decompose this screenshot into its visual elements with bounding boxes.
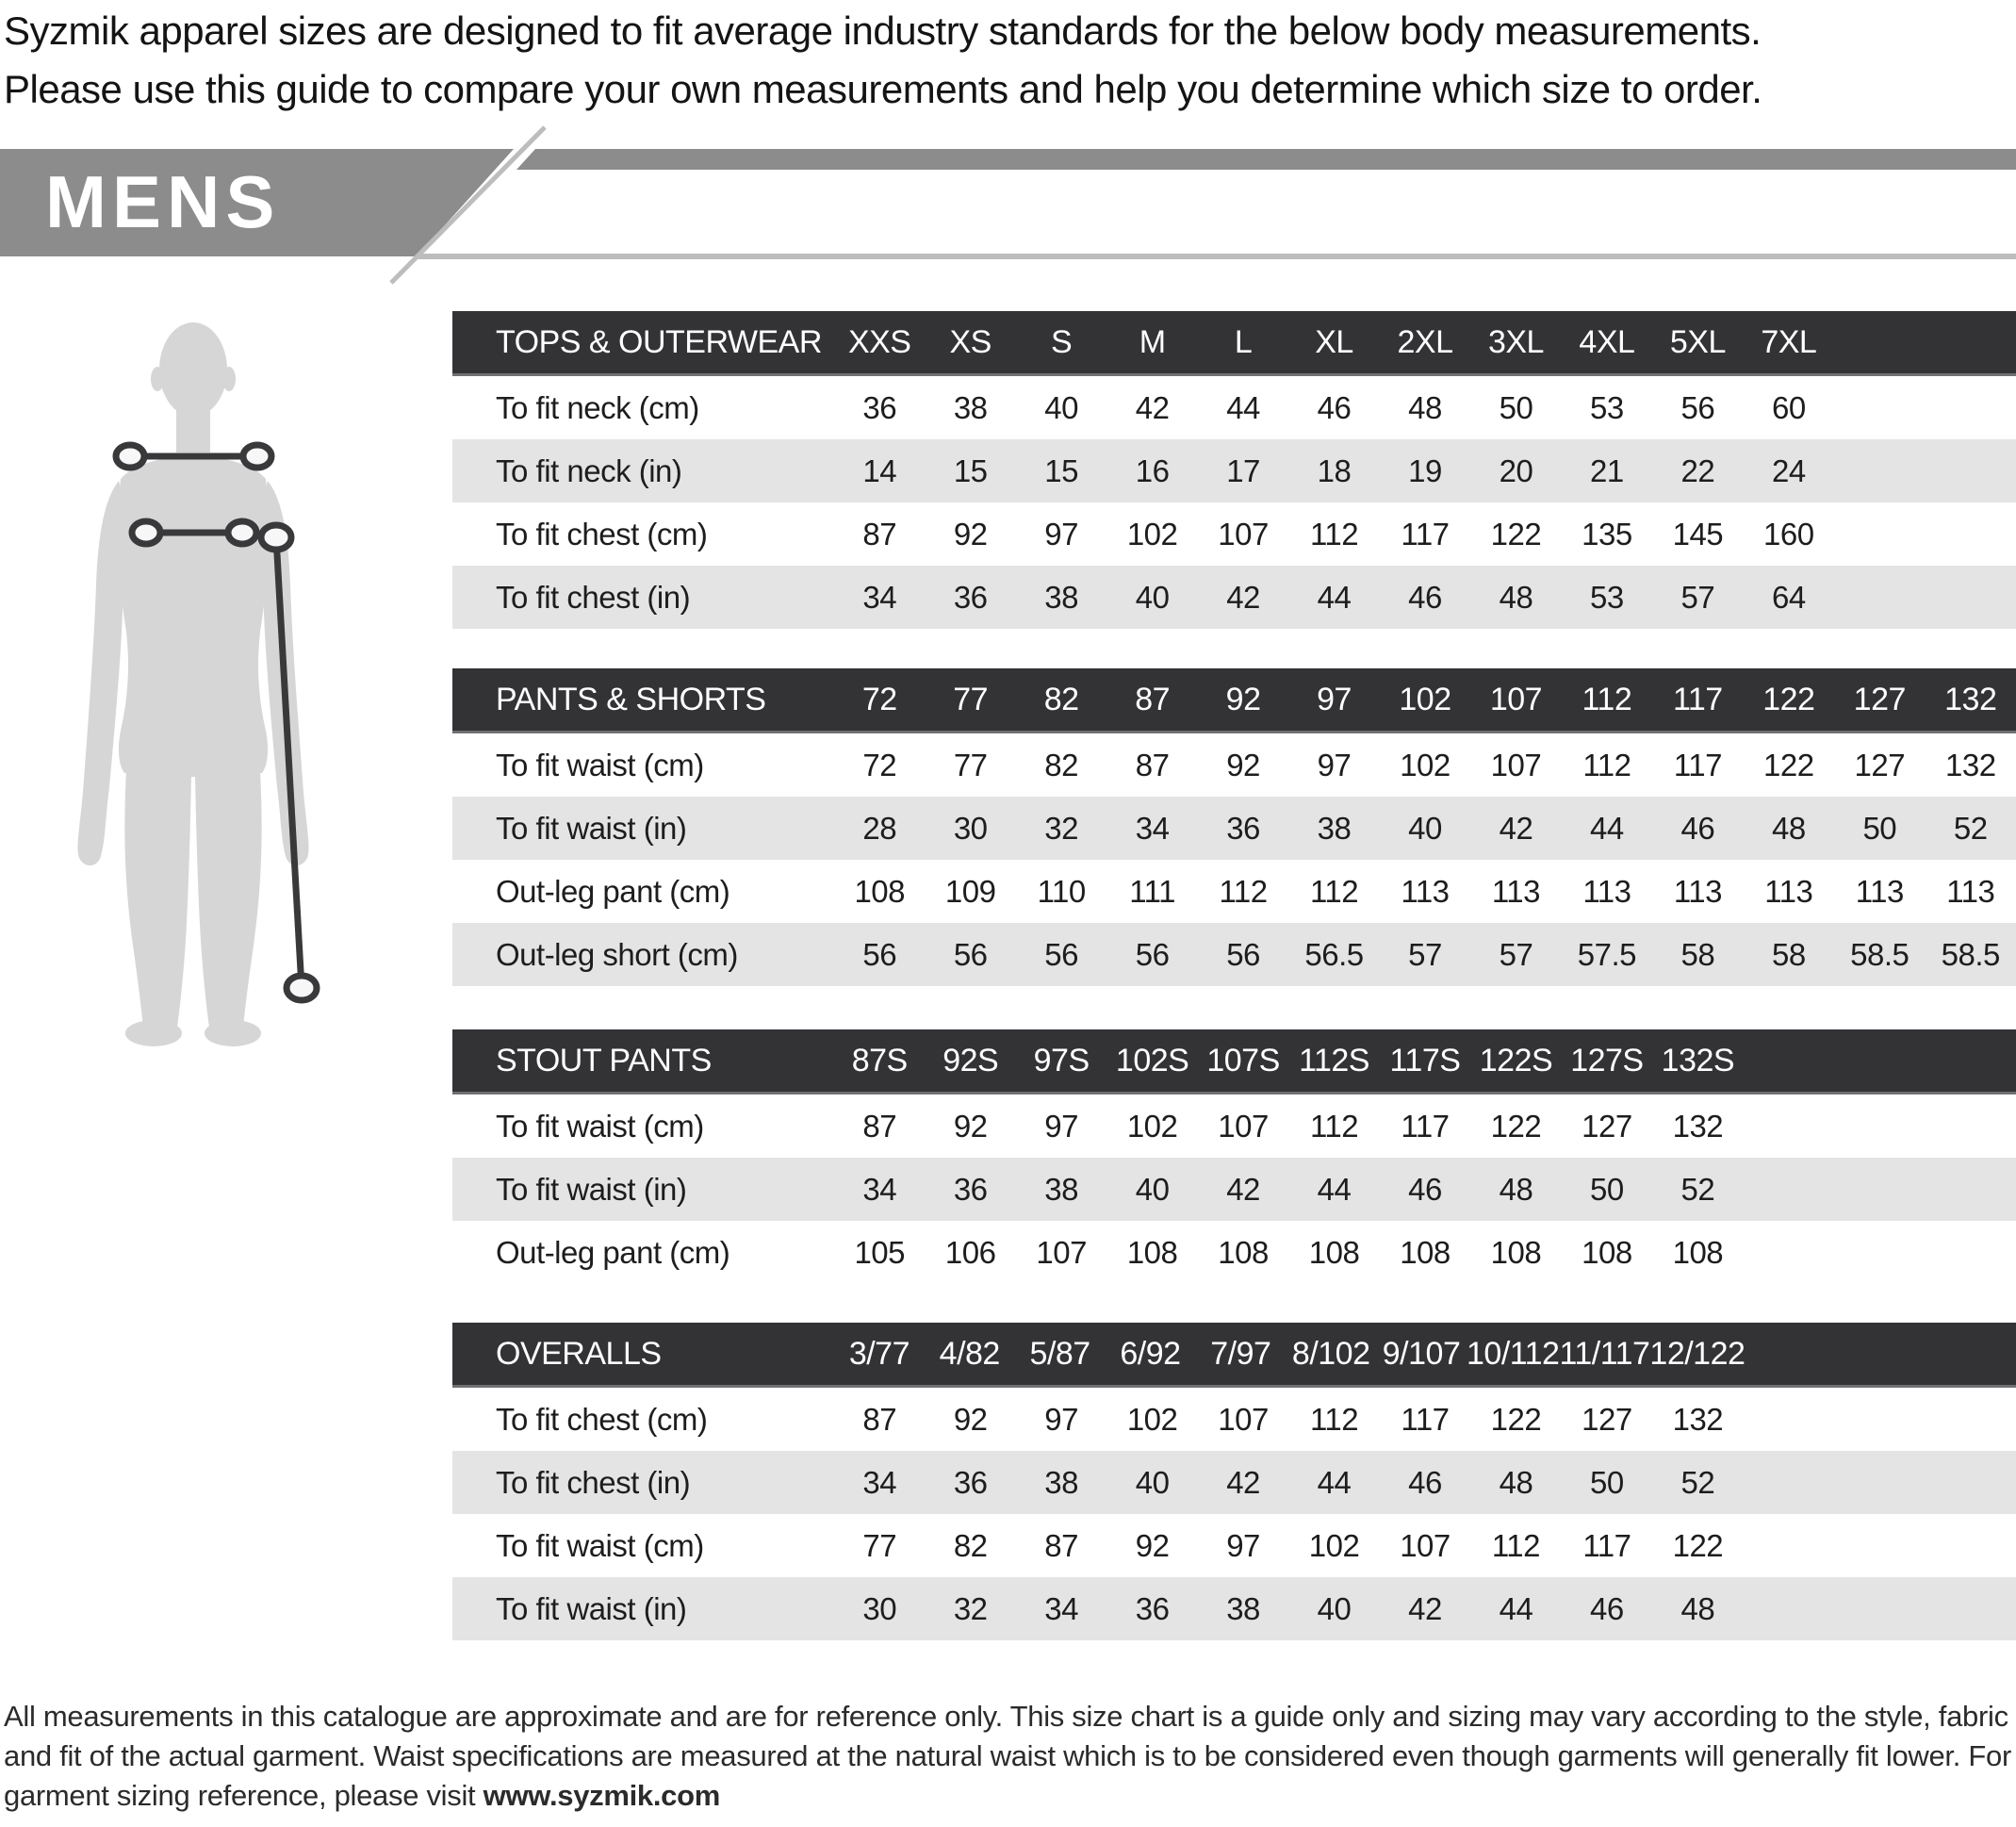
measurement-value: 127 <box>1854 747 1906 782</box>
size-column-header: 112S <box>1299 1042 1369 1078</box>
measurement-value: 92 <box>953 1401 988 1437</box>
measurement-value: 112 <box>1309 1108 1359 1144</box>
measurement-value: 113 <box>1401 873 1450 909</box>
measurement-value: 111 <box>1129 873 1175 909</box>
size-column-header: XXS <box>847 323 911 360</box>
measurement-value: 57.5 <box>1577 936 1637 972</box>
size-column-header: 10/112 <box>1467 1335 1560 1372</box>
size-table-overalls <box>452 1323 2016 1640</box>
silhouette-shapes <box>78 322 309 1046</box>
measurement-row <box>452 733 2016 797</box>
row-label: Out-leg pant (cm) <box>496 1234 730 1270</box>
measurement-value: 132 <box>1672 1108 1724 1144</box>
measurement-value: 58 <box>1771 936 1806 972</box>
measurement-value: 38 <box>1317 810 1352 846</box>
table-header-row <box>452 1029 2016 1095</box>
measurement-value: 34 <box>1044 1590 1078 1626</box>
size-column-header: XS <box>949 323 992 360</box>
measurement-value: 56.5 <box>1304 936 1364 972</box>
measurement-value: 117 <box>1401 516 1450 551</box>
measurement-value: 122 <box>1490 516 1542 551</box>
measurement-value: 122 <box>1490 1401 1542 1437</box>
size-table-tops-outerwear <box>452 311 2016 629</box>
size-column-header: 4/82 <box>939 1335 1000 1372</box>
size-column-header: M <box>1139 323 1166 360</box>
measurement-value: 36 <box>953 1464 988 1500</box>
measurement-value: 108 <box>1582 1234 1632 1270</box>
measurement-value: 53 <box>1590 389 1624 425</box>
measurement-value: 117 <box>1401 1401 1450 1437</box>
measurement-value: 64 <box>1771 579 1806 615</box>
measurement-value: 107 <box>1490 747 1542 782</box>
measurement-value: 36 <box>862 389 897 425</box>
size-column-header: 102 <box>1399 681 1451 717</box>
measurement-value: 36 <box>1135 1590 1170 1626</box>
size-column-header: 5/87 <box>1029 1335 1090 1372</box>
size-column-header: XL <box>1315 323 1353 360</box>
measurement-value: 44 <box>1590 810 1624 846</box>
size-table-pants-shorts <box>452 668 2016 986</box>
measurement-value: 135 <box>1582 516 1632 551</box>
measurement-value: 113 <box>1855 873 1904 909</box>
measurement-value: 52 <box>1680 1464 1715 1500</box>
size-column-header: 92 <box>1225 681 1261 717</box>
measurement-value: 72 <box>862 747 897 782</box>
measurement-row <box>452 1514 2016 1577</box>
size-column-header: 107 <box>1489 681 1543 717</box>
measurement-value: 107 <box>1218 1401 1269 1437</box>
measurement-value: 20 <box>1499 453 1533 488</box>
size-column-header: 122 <box>1762 681 1815 717</box>
measurement-value: 82 <box>953 1527 988 1563</box>
size-column-header: 97 <box>1317 681 1352 717</box>
measurement-value: 57 <box>1499 936 1533 972</box>
measurement-value: 46 <box>1590 1590 1624 1626</box>
measurement-value: 102 <box>1400 747 1451 782</box>
measurement-value: 108 <box>1218 1234 1269 1270</box>
table-header-row <box>452 1323 2016 1388</box>
measurement-value: 97 <box>1044 516 1078 551</box>
measurement-value: 40 <box>1135 1171 1170 1207</box>
measurement-row <box>452 1388 2016 1451</box>
table-header-row <box>452 668 2016 733</box>
measurement-value: 40 <box>1044 389 1078 425</box>
row-label: To fit chest (in) <box>496 1464 691 1500</box>
row-label: To fit waist (in) <box>496 810 687 846</box>
row-label: To fit neck (in) <box>496 453 682 488</box>
table-title: OVERALLS <box>496 1335 662 1372</box>
measurement-value: 109 <box>944 873 996 909</box>
measurement-value: 117 <box>1582 1527 1631 1563</box>
measurement-value: 132 <box>1944 747 1996 782</box>
table-title: STOUT PANTS <box>496 1042 712 1078</box>
measurement-value: 56 <box>953 936 988 972</box>
measurement-value: 112 <box>1219 873 1268 909</box>
measurement-value: 108 <box>1672 1234 1724 1270</box>
size-column-header: 132 <box>1944 681 1997 717</box>
measurement-value: 127 <box>1582 1401 1632 1437</box>
measurement-value: 56 <box>1044 936 1078 972</box>
measurement-value: 16 <box>1135 453 1170 488</box>
measurement-row <box>452 797 2016 860</box>
measurement-value: 28 <box>862 810 897 846</box>
row-label: To fit neck (cm) <box>496 389 699 425</box>
outleg-marker-bottom <box>287 976 317 1000</box>
measurement-value: 48 <box>1499 1171 1533 1207</box>
size-column-header: L <box>1234 323 1253 360</box>
measurement-value: 107 <box>1400 1527 1451 1563</box>
measurement-value: 32 <box>1044 810 1078 846</box>
measurement-value: 60 <box>1771 389 1806 425</box>
measurement-value: 30 <box>862 1590 897 1626</box>
measurement-value: 14 <box>862 453 897 488</box>
measurement-value: 42 <box>1499 810 1533 846</box>
measurement-value: 36 <box>953 579 988 615</box>
measurement-value: 127 <box>1582 1108 1632 1144</box>
measurement-value: 113 <box>1491 873 1541 909</box>
measurement-value: 15 <box>1044 453 1078 488</box>
size-column-header: 87S <box>851 1042 908 1078</box>
measurement-value: 18 <box>1317 453 1352 488</box>
measurement-value: 106 <box>944 1234 996 1270</box>
row-label: To fit chest (cm) <box>496 516 708 551</box>
measurement-value: 112 <box>1582 747 1631 782</box>
measurement-value: 82 <box>1044 747 1078 782</box>
measurement-value: 46 <box>1408 1464 1442 1500</box>
measurement-value: 36 <box>1226 810 1260 846</box>
measurement-value: 57 <box>1680 579 1715 615</box>
measurement-row <box>452 566 2016 629</box>
measurement-value: 112 <box>1309 516 1359 551</box>
measurement-value: 46 <box>1408 579 1442 615</box>
measurement-value: 102 <box>1308 1527 1360 1563</box>
row-label: To fit waist (in) <box>496 1171 687 1207</box>
measurement-value: 38 <box>1044 1171 1078 1207</box>
measurement-value: 113 <box>1673 873 1722 909</box>
measurement-value: 52 <box>1680 1171 1715 1207</box>
measurement-value: 42 <box>1226 1171 1260 1207</box>
measurement-value: 56 <box>862 936 897 972</box>
measurement-row <box>452 1451 2016 1514</box>
row-label: To fit waist (cm) <box>496 1108 704 1144</box>
row-label: Out-leg pant (cm) <box>496 873 730 909</box>
measurement-value: 36 <box>953 1171 988 1207</box>
measurement-value: 34 <box>1135 810 1170 846</box>
measurement-value: 87 <box>862 516 897 551</box>
measurement-value: 108 <box>1400 1234 1451 1270</box>
measurement-value: 21 <box>1590 453 1624 488</box>
measurement-value: 34 <box>862 1171 897 1207</box>
measurement-value: 97 <box>1044 1108 1078 1144</box>
measurement-value: 38 <box>1226 1590 1260 1626</box>
size-column-header: 107S <box>1206 1042 1280 1078</box>
measurement-value: 58.5 <box>1850 936 1909 972</box>
measurement-value: 92 <box>1135 1527 1170 1563</box>
measurement-value: 44 <box>1317 579 1352 615</box>
row-label: To fit waist (in) <box>496 1590 687 1626</box>
measurement-value: 113 <box>1764 873 1813 909</box>
row-label: Out-leg short (cm) <box>496 936 738 972</box>
measurement-value: 50 <box>1590 1464 1624 1500</box>
row-label: To fit waist (cm) <box>496 747 704 782</box>
measurement-value: 50 <box>1862 810 1897 846</box>
row-label: To fit chest (cm) <box>496 1401 708 1437</box>
measurement-value: 52 <box>1953 810 1988 846</box>
measurement-value: 108 <box>1308 1234 1360 1270</box>
measurement-row <box>452 1095 2016 1158</box>
measurement-value: 40 <box>1135 579 1170 615</box>
row-label: To fit chest (in) <box>496 579 691 615</box>
size-column-header: 92S <box>942 1042 999 1078</box>
waist-marker-left <box>132 521 160 544</box>
size-column-header: 3XL <box>1487 323 1544 360</box>
size-column-header: 122S <box>1479 1042 1553 1078</box>
size-column-header: 97S <box>1033 1042 1090 1078</box>
measurement-value: 113 <box>1946 873 1995 909</box>
measurement-value: 102 <box>1126 516 1178 551</box>
size-column-header: 9/107 <box>1382 1335 1461 1372</box>
size-column-header: 117 <box>1673 681 1723 717</box>
size-column-header: 82 <box>1043 681 1079 717</box>
size-column-header: 132S <box>1661 1042 1735 1078</box>
measurement-value: 117 <box>1673 747 1722 782</box>
measurement-value: 108 <box>1126 1234 1178 1270</box>
measurement-value: 34 <box>862 1464 897 1500</box>
measurement-value: 92 <box>953 1108 988 1144</box>
measurement-value: 58.5 <box>1941 936 2000 972</box>
measurement-value: 46 <box>1408 1171 1442 1207</box>
table-header-row <box>452 311 2016 376</box>
measurement-value: 87 <box>1044 1527 1078 1563</box>
chest-marker-right <box>243 445 271 468</box>
measurement-value: 97 <box>1317 747 1352 782</box>
size-column-header: 12/122 <box>1649 1335 1746 1372</box>
measurement-value: 50 <box>1590 1171 1624 1207</box>
measurement-value: 56 <box>1135 936 1170 972</box>
measurement-value: 112 <box>1309 873 1359 909</box>
measurement-value: 113 <box>1582 873 1631 909</box>
measurement-value: 160 <box>1763 516 1814 551</box>
measurement-value: 44 <box>1226 389 1260 425</box>
measurement-row <box>452 1577 2016 1640</box>
measurement-value: 44 <box>1499 1590 1533 1626</box>
outleg-marker-top <box>261 525 291 550</box>
size-column-header: 4XL <box>1579 323 1635 360</box>
size-column-header: 3/77 <box>848 1335 910 1372</box>
size-table-stout-pants <box>452 1029 2016 1284</box>
measurement-row <box>452 1158 2016 1221</box>
measurement-value: 97 <box>1044 1401 1078 1437</box>
measurement-value: 50 <box>1499 389 1533 425</box>
size-column-header: 72 <box>861 681 897 717</box>
measurement-value: 56 <box>1226 936 1260 972</box>
measurement-value: 15 <box>953 453 988 488</box>
measurement-value: 58 <box>1680 936 1715 972</box>
measurement-row <box>452 860 2016 923</box>
measurement-value: 48 <box>1408 389 1442 425</box>
measurement-value: 108 <box>1490 1234 1542 1270</box>
measurement-value: 112 <box>1491 1527 1541 1563</box>
measurement-value: 38 <box>953 389 988 425</box>
size-column-header: S <box>1051 323 1073 360</box>
measurement-value: 46 <box>1680 810 1715 846</box>
measurement-value: 42 <box>1226 1464 1260 1500</box>
size-tables <box>452 0 2016 1827</box>
measurement-value: 56 <box>1680 389 1715 425</box>
measurement-value: 48 <box>1771 810 1806 846</box>
measurement-row <box>452 376 2016 439</box>
measurement-value: 53 <box>1590 579 1624 615</box>
measurement-value: 122 <box>1672 1527 1724 1563</box>
measurement-value: 32 <box>953 1590 988 1626</box>
measurement-value: 122 <box>1490 1108 1542 1144</box>
measurement-value: 44 <box>1317 1171 1352 1207</box>
size-column-header: 2XL <box>1397 323 1453 360</box>
banner-title: MENS <box>45 159 281 243</box>
size-column-header: 11/117 <box>1559 1335 1650 1372</box>
measurement-value: 44 <box>1317 1464 1352 1500</box>
measurement-row <box>452 502 2016 566</box>
measurement-value: 42 <box>1226 579 1260 615</box>
size-column-header: 77 <box>953 681 989 717</box>
measurement-value: 87 <box>862 1108 897 1144</box>
male-body-silhouette <box>57 302 377 1056</box>
size-column-header: 112 <box>1582 681 1632 717</box>
measurement-value: 48 <box>1680 1590 1715 1626</box>
measurement-value: 145 <box>1672 516 1724 551</box>
measurement-value: 107 <box>1218 1108 1269 1144</box>
measurement-value: 112 <box>1309 1401 1359 1437</box>
size-column-header: 87 <box>1135 681 1171 717</box>
measurement-value: 40 <box>1408 810 1442 846</box>
size-column-header: 117S <box>1389 1042 1461 1078</box>
measurement-value: 34 <box>862 579 897 615</box>
waist-marker-right <box>228 521 256 544</box>
size-column-header: 102S <box>1115 1042 1189 1078</box>
measurement-value: 102 <box>1126 1401 1178 1437</box>
measurement-value: 17 <box>1226 453 1260 488</box>
measurement-row <box>452 923 2016 986</box>
measurement-value: 40 <box>1317 1590 1352 1626</box>
footer-disclaimer <box>4 1697 2013 1816</box>
table-title: TOPS & OUTERWEAR <box>496 323 822 360</box>
intro-line-2: Please use this guide to compare your own measurements and help you determine which size to order. <box>4 67 1762 111</box>
measurement-row <box>452 1221 2016 1284</box>
measurement-value: 42 <box>1135 389 1170 425</box>
measurement-value: 22 <box>1680 453 1715 488</box>
size-column-header: 127S <box>1570 1042 1644 1078</box>
measurement-value: 48 <box>1499 579 1533 615</box>
measurement-value: 30 <box>953 810 988 846</box>
measurement-value: 132 <box>1672 1401 1724 1437</box>
measurement-value: 92 <box>953 516 988 551</box>
measurement-value: 107 <box>1218 516 1269 551</box>
measurement-value: 19 <box>1408 453 1442 488</box>
intro-line-1: Syzmik apparel sizes are designed to fit average industry standards for the below body measurements. <box>4 8 1762 53</box>
measurement-value: 77 <box>953 747 988 782</box>
measurement-value: 48 <box>1499 1464 1533 1500</box>
measurement-value: 102 <box>1126 1108 1178 1144</box>
row-label: To fit waist (cm) <box>496 1527 704 1563</box>
measurement-value: 110 <box>1037 873 1086 909</box>
chest-marker-left <box>116 445 144 468</box>
measurement-value: 40 <box>1135 1464 1170 1500</box>
measurement-value: 107 <box>1036 1234 1087 1270</box>
footer-text: All measurements in this catalogue are approximate and are for reference only. This size chart is a guide only and sizing may vary according to the style, fabric and fit of the actual garment. Waist specifications are measured at the natural waist which is to be considered even though garments will generally fit lower. For garment sizing reference, please visit <box>4 1700 2011 1812</box>
size-column-header: 7/97 <box>1210 1335 1271 1372</box>
size-column-header: 7XL <box>1761 323 1817 360</box>
size-column-header: 8/102 <box>1291 1335 1370 1372</box>
measurement-value: 38 <box>1044 579 1078 615</box>
measurement-row <box>452 439 2016 502</box>
measurement-value: 77 <box>862 1527 897 1563</box>
measurement-value: 38 <box>1044 1464 1078 1500</box>
measurement-value: 108 <box>854 873 905 909</box>
measurement-value: 57 <box>1408 936 1442 972</box>
footer-website: www.syzmik.com <box>483 1779 721 1812</box>
measurement-value: 46 <box>1317 389 1352 425</box>
measurement-value: 87 <box>862 1401 897 1437</box>
size-column-header: 5XL <box>1669 323 1726 360</box>
measurement-value: 97 <box>1226 1527 1260 1563</box>
measurement-value: 117 <box>1401 1108 1450 1144</box>
measurement-value: 87 <box>1135 747 1170 782</box>
size-column-header: 127 <box>1853 681 1906 717</box>
measurement-value: 42 <box>1408 1590 1442 1626</box>
measurement-value: 92 <box>1226 747 1260 782</box>
size-column-header: 6/92 <box>1120 1335 1181 1372</box>
measurement-value: 122 <box>1763 747 1814 782</box>
measurement-value: 24 <box>1771 453 1806 488</box>
table-title: PANTS & SHORTS <box>496 681 766 717</box>
measurement-value: 105 <box>854 1234 905 1270</box>
